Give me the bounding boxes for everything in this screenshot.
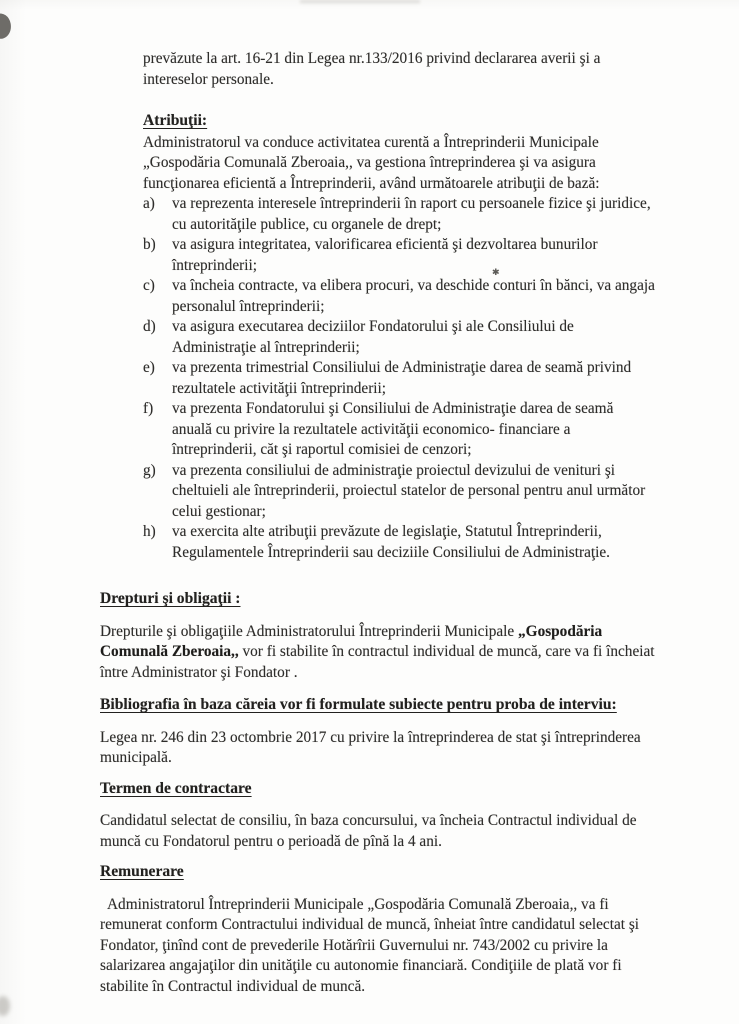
list-item-text: va prezenta Fondatorului şi Consiliului de Administraţie darea de seamă anuală cu privire la rezultatele activităţii economico- financiare a întreprinderii, căt şi raportul comisiei de cenzori; [172, 400, 614, 458]
scan-streak-top-edge [300, 0, 420, 3]
section-heading-termen: Termen de contractare [100, 779, 252, 797]
list-item [143, 358, 657, 399]
section-heading-remunerare: Remunerare [100, 863, 184, 880]
list-item [143, 194, 657, 235]
list-marker: b) [143, 236, 156, 253]
list-item [143, 461, 657, 523]
list-item [143, 276, 657, 317]
paragraph-remunerare: Administratorul Întreprinderii Municipale „Gospodăria Comunală Zberoaia,, va fi remunerat conform Contractului individual de muncă, înheiat între candidatul selectat şi Fondator, ţinînd cont de prevederile Hotărîrii Guvernului nr. 743/2002 cu privire la salarizarea angajaţilor din unităţile cu autonomie financiară. Condiţiile de plată vor fi stabilite în Contractul individual de muncă. [100, 895, 640, 995]
paragraph-bibliografia: Legea nr. 246 din 23 octombrie 2017 cu privire la întreprinderea de stat şi întreprinderea municipală. [100, 728, 641, 766]
drepturi-text-after: vor fi stabilite în contractul individual de muncă, care va fi încheiat între Administrator şi Fondator . [100, 643, 655, 681]
list-item-text: va asigura integritatea, valorificarea eficientă şi dezvoltarea bunurilor întreprinderii; [172, 236, 598, 274]
section-heading-drepturi: Drepturi şi obligaţii : [100, 590, 241, 607]
content-lower-block [0, 589, 739, 997]
list-marker: a) [143, 195, 155, 212]
list-marker: c) [143, 277, 155, 294]
drepturi-text-before: Drepturile şi obligaţiile Administratorului Întreprinderii Municipale [100, 622, 519, 640]
list-marker: g) [143, 461, 156, 479]
list-item-text: va prezenta trimestrial Consiliului de Administraţie darea de seamă privind rezultatele activităţii întreprinderii; [172, 359, 632, 397]
list-item [143, 317, 657, 358]
list-item-text: va exercita alte atribuţii prevăzute de legislaţie, Statutul Întreprinderii, Regulamentele Întreprinderii sau deciziile Consiliului de Administraţie. [172, 523, 610, 561]
list-marker: e) [143, 359, 155, 376]
list-item-text: va prezenta consiliului de administraţie proiectul devizului de venituri şi cheltuieli ale întreprinderii, proiectul statelor de personal pentru anul următor celui gestionar; [172, 461, 646, 520]
list-item [143, 399, 657, 461]
drepturi-text-bold: „Gospodăria Comunală Zberoaia,, [100, 622, 603, 660]
list-item [143, 235, 657, 276]
list-item-text: va reprezenta interesele întreprinderii în raport cu persoanele fizice şi juridice, cu autorităţile publice, cu organele de drept; [172, 195, 651, 233]
list-marker: d) [143, 318, 156, 335]
paragraph-atributii-intro: Administratorul va conduce activitatea curentă a Întreprinderii Municipale „Gospodăria Comunală Zberoaia,, va gestiona întreprinderea şi va asigura funcţionarea eficientă a Întreprinderii, având următoarele atribuţii de bază: [143, 133, 600, 192]
paragraph-termen: Candidatul selectat de consiliu, în baza concursului, va încheia Contractul individual de muncă cu Fondatorul pentru o perioadă de pînă la 4 ani. [100, 812, 637, 850]
list-marker: h) [143, 523, 156, 540]
scan-smudge-bottom-left [0, 996, 10, 1016]
section-heading-bibliografia: Bibliografia în baza căreia vor fi formulate subiecte pentru proba de interviu: [100, 696, 617, 713]
section-heading-atributii: Atribuţii: [143, 112, 208, 129]
list-item-text: va încheia contracte, va elibera procuri, va deschide conturi în bănci, va angaja personalul întreprinderii; [172, 277, 655, 315]
list-item-text: va asigura executarea deciziilor Fondatorului şi ale Consiliului de Administraţie al întreprinderii; [172, 318, 574, 356]
atributii-list [143, 194, 657, 563]
paragraph-continuation: prevăzute la art. 16-21 din Legea nr.133/2016 privind declararea averii şi a intereselor personale. [143, 50, 601, 88]
list-marker: f) [143, 400, 154, 417]
paragraph-drepturi [100, 622, 662, 684]
scan-star-mark: ✱ [492, 267, 500, 277]
list-item [143, 522, 657, 563]
